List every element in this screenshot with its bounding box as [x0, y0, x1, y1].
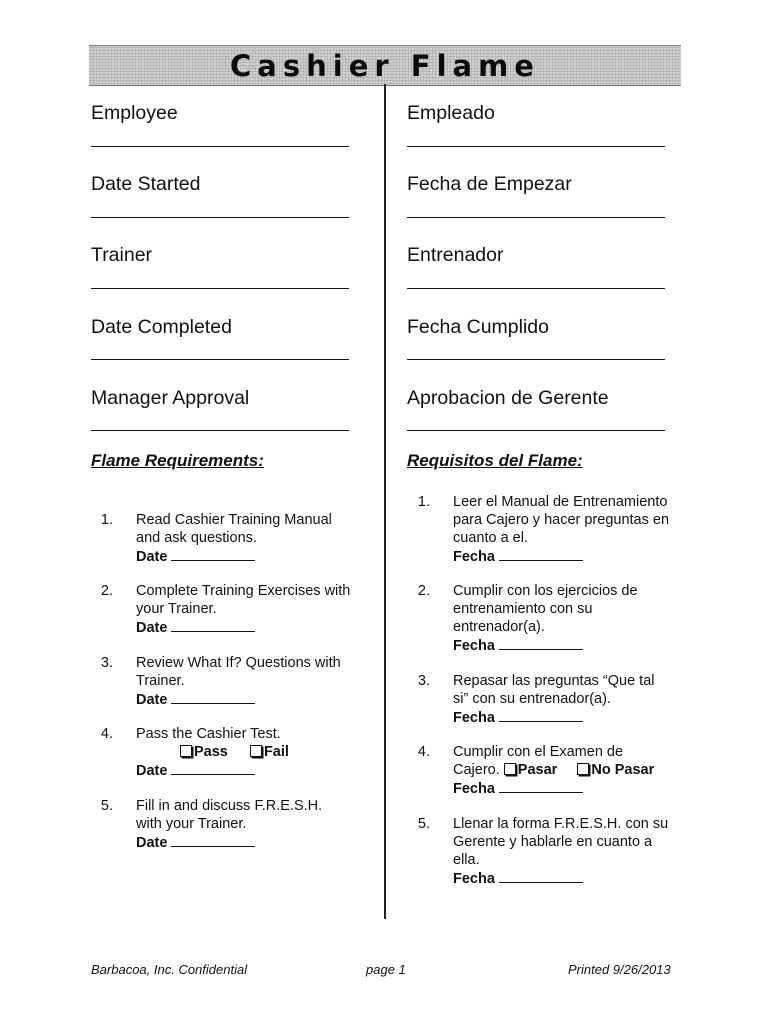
empleado-line[interactable]: [407, 146, 665, 148]
checkbox-pass-icon[interactable]: [504, 763, 516, 775]
field-label-employee: Employee: [91, 102, 178, 124]
item-text: Pass the Cashier Test.: [136, 726, 281, 742]
item-number: 4.: [100, 726, 113, 742]
item-number: 3.: [100, 655, 113, 671]
date-label: Fecha: [453, 549, 495, 565]
pass-label: Pass: [194, 744, 228, 760]
item-number: 2.: [417, 583, 430, 599]
date-label: Date: [136, 835, 168, 851]
date-blank[interactable]: [171, 833, 255, 847]
date-label: Fecha: [453, 781, 495, 797]
fecha-cumplido-line[interactable]: [407, 359, 665, 361]
item-text: Llenar la forma F.R.E.S.H. con su: [453, 816, 669, 832]
fail-label: Fail: [263, 744, 289, 760]
date-started-line[interactable]: [91, 217, 349, 219]
fecha-empezar-line[interactable]: [407, 217, 665, 219]
item-text: with your Trainer.: [136, 816, 247, 832]
item-text: si” con su entrenador(a).: [453, 691, 611, 707]
column-divider: [384, 84, 386, 919]
item-text: Cajero.: [453, 762, 500, 778]
date-label: Fecha: [453, 871, 495, 887]
item-text: Complete Training Exercises with: [136, 583, 351, 599]
item-text: Review What If? Questions with: [136, 655, 341, 671]
item-text: Repasar las preguntas “Que tal: [453, 673, 655, 689]
item-text: Leer el Manual de Entrenamiento: [453, 494, 668, 510]
item-number: 1.: [417, 494, 430, 510]
item-number: 3.: [417, 673, 430, 689]
date-blank[interactable]: [499, 869, 583, 883]
date-blank[interactable]: [499, 547, 583, 561]
item-text: Fill in and discuss F.R.E.S.H.: [136, 798, 323, 814]
field-label-fecha-cumplido: Fecha Cumplido: [407, 316, 549, 338]
item-text: Cumplir con el Examen de: [453, 744, 624, 760]
item-text: entrenamiento con su: [453, 601, 593, 617]
checkbox-fail-icon[interactable]: [577, 763, 589, 775]
date-label: Fecha: [453, 710, 495, 726]
entrenador-line[interactable]: [407, 288, 665, 290]
date-blank[interactable]: [171, 618, 255, 632]
pass-label: Pasar: [517, 762, 558, 778]
aprobacion-line[interactable]: [407, 430, 665, 432]
field-label-entrenador: Entrenador: [407, 244, 504, 266]
date-label: Date: [136, 692, 168, 708]
item-text: your Trainer.: [136, 601, 217, 617]
item-number: 5.: [417, 816, 430, 832]
date-label: Date: [136, 549, 168, 565]
fail-label: No Pasar: [591, 762, 655, 778]
date-blank[interactable]: [171, 690, 255, 704]
manager-approval-line[interactable]: [91, 430, 349, 432]
field-label-aprobacion: Aprobacion de Gerente: [407, 387, 609, 409]
item-text: Cumplir con los ejercicios de: [453, 583, 638, 599]
requirements-heading-es: Requisitos del Flame:: [407, 451, 583, 470]
date-blank[interactable]: [499, 636, 583, 650]
item-number: 5.: [100, 798, 113, 814]
date-completed-line[interactable]: [91, 359, 349, 361]
item-number: 4.: [417, 744, 430, 760]
item-text: Read Cashier Training Manual: [136, 512, 332, 528]
date-label: Date: [136, 763, 168, 779]
item-text: Gerente y hablarle en cuanto a: [453, 834, 653, 850]
date-label: Fecha: [453, 638, 495, 654]
checkbox-pass-icon[interactable]: [180, 745, 192, 757]
field-label-date-completed: Date Completed: [91, 316, 232, 338]
item-number: 1.: [100, 512, 113, 528]
item-number: 2.: [100, 583, 113, 599]
date-blank[interactable]: [171, 547, 255, 561]
item-text: ella.: [453, 852, 480, 868]
item-text: Trainer.: [136, 673, 185, 689]
item-text: and ask questions.: [136, 530, 257, 546]
field-label-fecha-empezar: Fecha de Empezar: [407, 173, 572, 195]
footer-page-number: page 1: [366, 962, 406, 977]
item-text: para Cajero y hacer preguntas en: [453, 512, 670, 528]
footer-printed-date: Printed 9/26/2013: [568, 962, 671, 977]
date-blank[interactable]: [171, 761, 255, 775]
checkbox-fail-icon[interactable]: [250, 745, 262, 757]
employee-line[interactable]: [91, 146, 349, 148]
date-label: Date: [136, 620, 168, 636]
field-label-manager-approval: Manager Approval: [91, 387, 250, 409]
item-text: entrenador(a).: [453, 619, 545, 635]
date-blank[interactable]: [499, 708, 583, 722]
field-label-trainer: Trainer: [91, 244, 153, 266]
field-label-empleado: Empleado: [407, 102, 495, 124]
date-blank[interactable]: [499, 779, 583, 793]
item-text: cuanto a el.: [453, 530, 528, 546]
trainer-line[interactable]: [91, 288, 349, 290]
field-label-date-started: Date Started: [91, 173, 201, 195]
title-banner: [89, 45, 681, 86]
footer-confidential: Barbacoa, Inc. Confidential: [91, 962, 248, 977]
page-title: Cashier Flame: [230, 48, 540, 83]
requirements-heading-en: Flame Requirements:: [91, 451, 264, 470]
